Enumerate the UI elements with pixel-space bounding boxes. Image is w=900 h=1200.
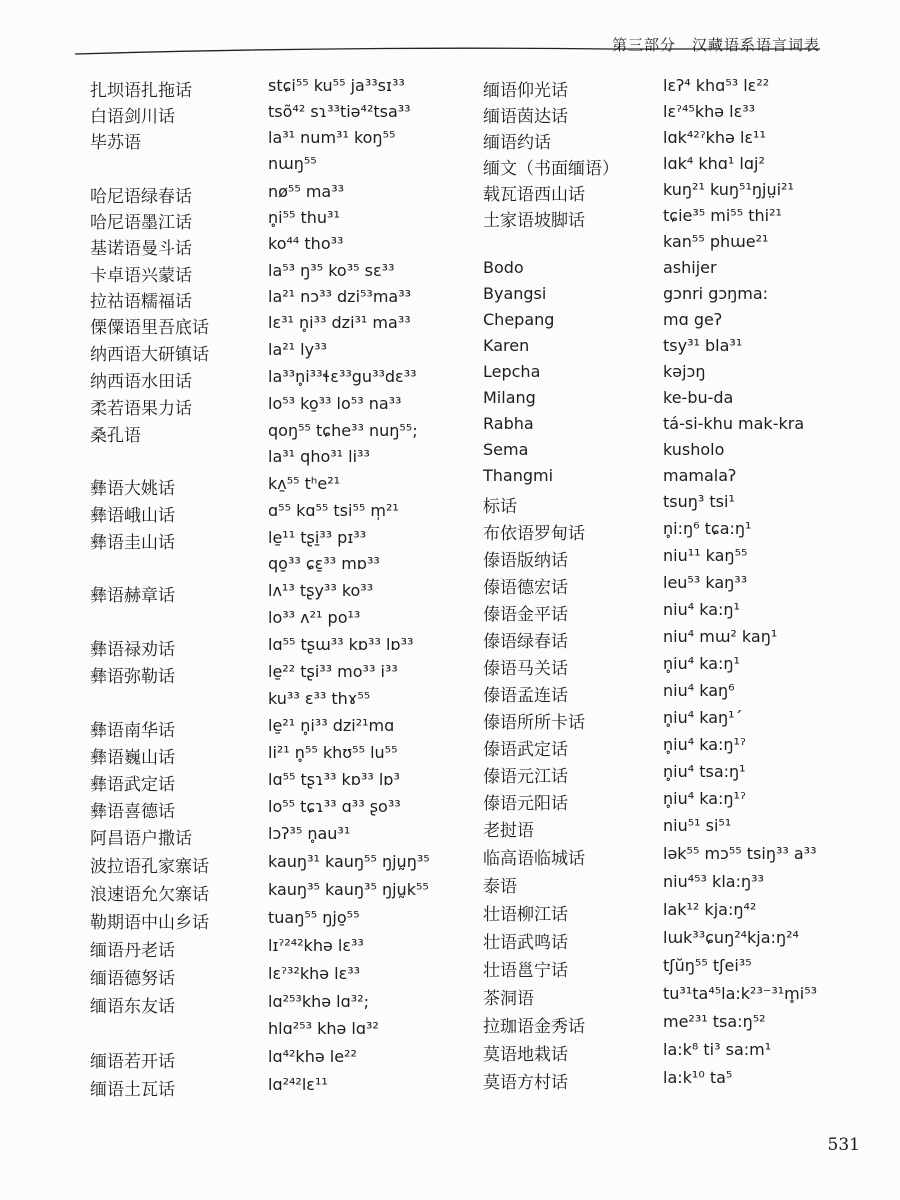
language-name: 标话 — [483, 497, 517, 517]
language-name: 纳西语大研镇话 — [90, 345, 209, 365]
language-name: 缅语约话 — [483, 133, 551, 153]
phonetic-form: li²¹ n̥⁵⁵ khʊ⁵⁵ lu⁵⁵ — [268, 743, 398, 762]
language-name: 壮语武鸣话 — [483, 933, 568, 953]
phonetic-form: stɕi⁵⁵ ku⁵⁵ ja³³sɪ³³ — [268, 76, 405, 95]
phonetic-form: lɑk⁴ khɑ¹ lɑj² — [663, 154, 765, 173]
language-name: 土家语坡脚话 — [483, 211, 585, 231]
phonetic-form: n̥i⁵⁵ thu³¹ — [268, 208, 340, 227]
phonetic-form: le̱¹¹ tʂi̱³³ pɪ³³ — [268, 528, 367, 547]
phonetic-form: n̥iu⁴ ka:ŋ¹ˀ — [663, 735, 746, 754]
phonetic-form: hlɑ²⁵³ khə lɑ³² — [268, 1019, 379, 1038]
phonetic-form: lɑ²⁴²lɛ¹¹ — [268, 1075, 328, 1094]
phonetic-form: n̥iu⁴ kaŋ¹ˊ — [663, 708, 743, 727]
language-name: 纳西语水田话 — [90, 372, 192, 392]
language-name: 哈尼语墨江话 — [90, 213, 192, 233]
page-number: 531 — [827, 1135, 860, 1155]
running-header — [0, 28, 820, 58]
language-name: 彝语弥勒话 — [90, 667, 175, 687]
language-name: Bodo — [483, 258, 524, 277]
language-name: 傣语马关话 — [483, 659, 568, 679]
phonetic-form: tɕie³⁵ mi⁵⁵ thi²¹ — [663, 206, 782, 225]
language-name: 缅语土瓦话 — [90, 1080, 175, 1100]
language-name: 基诺语曼斗话 — [90, 239, 192, 259]
language-name: 莫语方村话 — [483, 1073, 568, 1093]
language-name: 傣语所所卡话 — [483, 713, 585, 733]
language-name: 白语剑川话 — [90, 107, 175, 127]
phonetic-form: lɯk³³ɕuŋ²⁴kja:ŋ²⁴ — [663, 928, 799, 947]
language-name: 彝语武定话 — [90, 775, 175, 795]
language-name: Rabha — [483, 414, 534, 433]
phonetic-form: n̥i:ŋ⁶ tɕa:ŋ¹ — [663, 519, 752, 538]
language-name: 拉祜语糯福话 — [90, 292, 192, 312]
language-name: 彝语峨山话 — [90, 506, 175, 526]
phonetic-form: kʌ̱⁵⁵ tʰe²¹ — [268, 474, 341, 493]
language-name: 波拉语孔家寨话 — [90, 857, 209, 877]
language-name: 莫语地栽话 — [483, 1045, 568, 1065]
phonetic-form: qoŋ⁵⁵ tɕhe³³ nuŋ⁵⁵; — [268, 421, 418, 440]
language-name: 桑孔语 — [90, 426, 141, 446]
phonetic-form: lɛˀ⁴⁵khə lɛ³³ — [663, 102, 756, 121]
phonetic-form: lɑk⁴²ˀkhə lɛ¹¹ — [663, 128, 766, 147]
language-name: 老挝语 — [483, 821, 534, 841]
phonetic-form: tsõ⁴² sɿ³³tiə⁴²tsa³³ — [268, 102, 411, 121]
language-name: Thangmi — [483, 466, 554, 485]
language-name: 柔若语果力话 — [90, 399, 192, 419]
phonetic-form: mamalaʔ — [663, 466, 737, 485]
phonetic-form: lʌ¹³ tʂy³³ ko³³ — [268, 581, 374, 600]
phonetic-form: le̱²² tʂi³³ mo³³ i³³ — [268, 662, 398, 681]
language-name: 傣语版纳话 — [483, 551, 568, 571]
language-name: 傣语元江话 — [483, 767, 568, 787]
phonetic-form: kuŋ²¹ kuŋ⁵¹ŋjṳi²¹ — [663, 180, 794, 199]
language-name: 缅语若开话 — [90, 1052, 175, 1072]
phonetic-form: tá-si-khu mak-kra — [663, 414, 805, 433]
language-name: 缅语茵达话 — [483, 107, 568, 127]
phonetic-form: la:k⁸ ti³ sa:m¹ — [663, 1040, 772, 1059]
phonetic-form: kan⁵⁵ phɯe²¹ — [663, 232, 769, 251]
phonetic-form: kauŋ³¹ kauŋ⁵⁵ ŋjṵŋ³⁵ — [268, 852, 430, 871]
language-name: 壮语邕宁话 — [483, 961, 568, 981]
phonetic-form: niu⁴ ka:ŋ¹ — [663, 600, 740, 619]
language-name: 傣语德宏话 — [483, 578, 568, 598]
language-name: 缅语东友话 — [90, 997, 175, 1017]
phonetic-form: niu⁴ mɯ² kaŋ¹ — [663, 627, 778, 646]
phonetic-form: lo³³ ʌ²¹ po¹³ — [268, 608, 361, 627]
right-column — [483, 76, 863, 1136]
phonetic-form: niu⁴⁵³ kla:ŋ³³ — [663, 872, 764, 891]
phonetic-form: lɑ⁵⁵ tʂɿ³³ kɒ³³ lɒ³ — [268, 770, 400, 789]
phonetic-form: la:k¹⁰ ta⁵ — [663, 1068, 733, 1087]
phonetic-form: kauŋ³⁵ kauŋ³⁵ ŋjṵk⁵⁵ — [268, 880, 429, 899]
phonetic-form: la⁵³ ŋ³⁵ ko³⁵ sɛ³³ — [268, 261, 395, 280]
language-name: 傣语金平话 — [483, 605, 568, 625]
phonetic-form: lɔʔ³⁵ n̥au³¹ — [268, 824, 351, 843]
language-name: 浪速语允欠寨话 — [90, 885, 209, 905]
language-name: 缅文（书面缅语） — [483, 159, 619, 179]
phonetic-form: niu¹¹ kaŋ⁵⁵ — [663, 546, 748, 565]
phonetic-form: le̱²¹ n̥i³³ dzi²¹mɑ — [268, 716, 395, 735]
phonetic-form: ashijer — [663, 258, 717, 277]
phonetic-form: lo⁵⁵ tɕɿ³³ ɑ³³ ʂo³³ — [268, 797, 401, 816]
left-column — [90, 76, 470, 1136]
language-name: 勒期语中山乡话 — [90, 913, 209, 933]
phonetic-form: tʃŭŋ⁵⁵ tʃei³⁵ — [663, 956, 752, 975]
phonetic-form: leu⁵³ kaŋ³³ — [663, 573, 748, 592]
phonetic-form: ko⁴⁴ tho³³ — [268, 234, 344, 253]
language-name: 傣语元阳话 — [483, 794, 568, 814]
language-name: 阿昌语户撒话 — [90, 829, 192, 849]
language-name: 彝语赫章话 — [90, 586, 175, 606]
phonetic-form: n̥iu⁴ ka:ŋ¹ — [663, 654, 740, 673]
phonetic-form: tsy³¹ bla³¹ — [663, 336, 743, 355]
language-name: 傣语武定话 — [483, 740, 568, 760]
language-name: 临高语临城话 — [483, 849, 585, 869]
phonetic-form: lɛʔ⁴ khɑ⁵³ lɛ²² — [663, 76, 770, 95]
phonetic-form: qo̱³³ ɕɛ̱³³ mɒ³³ — [268, 554, 380, 573]
phonetic-form: tuaŋ⁵⁵ ŋjo̱⁵⁵ — [268, 908, 360, 927]
phonetic-form: n̥iu⁴ tsa:ŋ¹ — [663, 762, 746, 781]
language-name: 壮语柳江话 — [483, 905, 568, 925]
phonetic-form: la³¹ qho³¹ li³³ — [268, 447, 370, 466]
phonetic-form: ɑ⁵⁵ kɑ⁵⁵ tsi⁵⁵ m̩²¹ — [268, 501, 399, 520]
phonetic-form: tsuŋ³ tsi¹ — [663, 492, 735, 511]
language-name: 傣语孟连话 — [483, 686, 568, 706]
language-name: 布依语罗甸话 — [483, 524, 585, 544]
header-title: 第三部分 汉藏语系语言词表 — [611, 36, 820, 54]
phonetic-form: lɑ⁵⁵ tʂɯ³³ kɒ³³ lɒ³³ — [268, 635, 414, 654]
language-name: Chepang — [483, 310, 555, 329]
language-name: 彝语南华话 — [90, 721, 175, 741]
language-name: 傣语绿春话 — [483, 632, 568, 652]
phonetic-form: kusholo — [663, 440, 725, 459]
language-name: Sema — [483, 440, 529, 459]
language-name: Lepcha — [483, 362, 541, 381]
language-name: 缅语仰光话 — [483, 81, 568, 101]
phonetic-form: lɑ⁴²khə le²² — [268, 1047, 357, 1066]
phonetic-form: n̥iu⁴ ka:ŋ¹ˀ — [663, 789, 746, 808]
language-name: 扎坝语扎拖话 — [90, 81, 192, 101]
phonetic-form: lɪˀ²⁴²khə lɛ³³ — [268, 936, 364, 955]
phonetic-form: la³³n̥i³³ɬɛ³³gu³³dɛ³³ — [268, 367, 417, 386]
language-name: 缅语丹老话 — [90, 941, 175, 961]
language-name: 彝语圭山话 — [90, 533, 175, 553]
phonetic-form: niu⁴ kaŋ⁶ — [663, 681, 735, 700]
language-name: 彝语喜德话 — [90, 802, 175, 822]
phonetic-form: lɛˀ³²khə lɛ³³ — [268, 964, 361, 983]
phonetic-form: lɑ²⁵³khə lɑ³²; — [268, 992, 369, 1011]
language-name: 彝语禄劝话 — [90, 640, 175, 660]
language-name: 毕苏语 — [90, 133, 141, 153]
phonetic-form: lo⁵³ ko̱³³ lo⁵³ na³³ — [268, 394, 402, 413]
phonetic-form: nø⁵⁵ ma³³ — [268, 182, 345, 201]
phonetic-form: la²¹ nɔ³³ dzi⁵³ma³³ — [268, 287, 412, 306]
language-name: 泰语 — [483, 877, 517, 897]
phonetic-form: nɯŋ⁵⁵ — [268, 154, 317, 173]
language-name: 拉珈语金秀话 — [483, 1017, 585, 1037]
language-name: Milang — [483, 388, 536, 407]
phonetic-form: kəjɔŋ — [663, 362, 706, 381]
language-name: 载瓦语西山话 — [483, 185, 585, 205]
phonetic-form: gɔnri gɔŋma: — [663, 284, 769, 303]
phonetic-form: tu³¹ta⁴⁵la:k²³⁻³¹m̥i⁵³ — [663, 984, 818, 1003]
phonetic-form: niu⁵¹ si⁵¹ — [663, 816, 732, 835]
phonetic-form: lak¹² kja:ŋ⁴² — [663, 900, 757, 919]
language-name: 卡卓语兴蒙话 — [90, 266, 192, 286]
phonetic-form: la²¹ ly³³ — [268, 340, 327, 359]
language-name: 缅语德努话 — [90, 969, 175, 989]
language-name: 彝语大姚话 — [90, 479, 175, 499]
phonetic-form: lək⁵⁵ mɔ⁵⁵ tsiŋ³³ a³³ — [663, 844, 817, 863]
phonetic-form: lɛ³¹ n̥i³³ dzi³¹ ma³³ — [268, 313, 411, 332]
phonetic-form: me²³¹ tsa:ŋ⁵² — [663, 1012, 766, 1031]
language-name: 茶洞语 — [483, 989, 534, 1009]
phonetic-form: mɑ geʔ — [663, 310, 722, 329]
phonetic-form: ku³³ ɛ³³ thɤ⁵⁵ — [268, 689, 371, 708]
language-name: 哈尼语绿春话 — [90, 187, 192, 207]
language-name: Byangsi — [483, 284, 547, 303]
phonetic-form: la³¹ num³¹ koŋ⁵⁵ — [268, 128, 396, 147]
language-name: 彝语巍山话 — [90, 748, 175, 768]
language-name: 傈僳语里吾底话 — [90, 318, 209, 338]
phonetic-form: ke-bu-da — [663, 388, 734, 407]
language-name: Karen — [483, 336, 530, 355]
